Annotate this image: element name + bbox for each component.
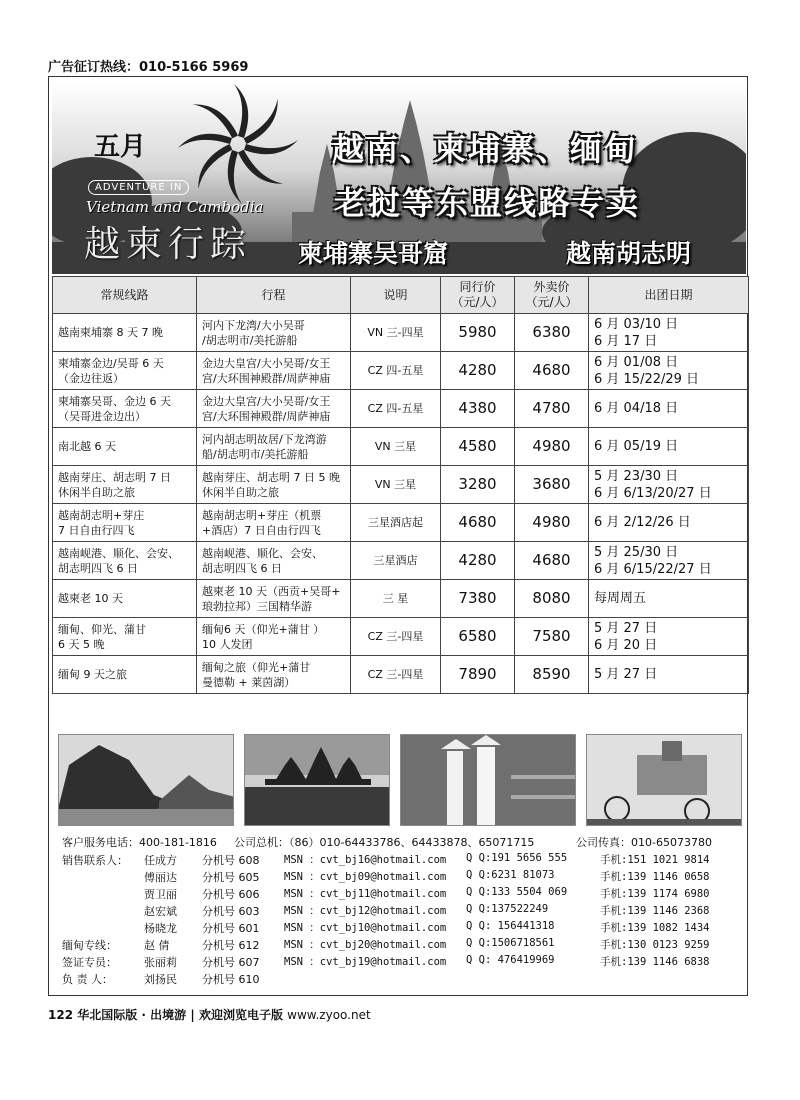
subtitle-angkor: 柬埔寨吴哥窟 — [298, 239, 449, 268]
contact-name: 傅丽达 — [144, 871, 177, 884]
contact-msn: MSN ：cvt_bj12@hotmail.com — [284, 905, 447, 917]
script-subtitle: Vietnam and Cambodia — [86, 198, 264, 216]
page-footer — [48, 1006, 371, 1023]
note-cell: VN 三星 — [351, 428, 441, 466]
itinerary-cell: 越南胡志明+芽庄（机票 +酒店）7 日自由行四飞 — [197, 504, 351, 542]
route-cell: 缅甸 9 天之旅 — [53, 656, 197, 694]
page-number: 122 — [48, 1008, 74, 1022]
banner — [52, 82, 746, 274]
note-cell: VN 三-四星 — [351, 314, 441, 352]
retail-price-cell: 7580 — [515, 618, 589, 656]
contact-name: 任成方 — [144, 854, 177, 867]
contact-qq: Q Q: 156441318 — [466, 920, 555, 932]
contact-qq: Q Q: 476419969 — [466, 954, 555, 966]
note-cell: CZ 四-五星 — [351, 352, 441, 390]
contact-msn: MSN ：cvt_bj16@hotmail.com — [284, 854, 447, 866]
dates-cell: 5 月 27 日 — [589, 656, 749, 694]
table-row — [53, 466, 749, 504]
contact-name: 刘扬民 — [144, 973, 177, 986]
contact-qq: Q Q:137522249 — [466, 903, 549, 915]
route-cell: 缅甸、仰光、蒲甘 6 天 5 晚 — [53, 618, 197, 656]
peer-price-cell: 7890 — [441, 656, 515, 694]
contact-msn: MSN ：cvt_bj11@hotmail.com — [284, 888, 447, 900]
contact-qq: Q Q:133 5504 069 — [466, 886, 568, 898]
dates-cell: 每周周五 — [589, 580, 749, 618]
footer-separator: | — [190, 1008, 195, 1022]
ad-hotline: 广告征订热线：010-5166 5969 — [48, 60, 249, 75]
retail-price-cell: 8590 — [515, 656, 589, 694]
note-cell: CZ 四-五星 — [351, 390, 441, 428]
table-row — [53, 580, 749, 618]
dates-cell: 6 月 03/10 日 6 月 17 日 — [589, 314, 749, 352]
peer-price-cell: 3280 — [441, 466, 515, 504]
contact-ext: 分机号 607 — [202, 956, 260, 969]
contact-ext: 分机号 612 — [202, 939, 260, 952]
retail-price-cell: 4680 — [515, 352, 589, 390]
retail-price-cell: 4680 — [515, 542, 589, 580]
contact-role: 签证专员： — [62, 956, 117, 969]
peer-price-cell: 4280 — [441, 542, 515, 580]
route-cell: 越南胡志明+芽庄 7 日自由行四飞 — [53, 504, 197, 542]
itinerary-cell: 缅甸之旅（仰光+蒲甘 曼德勒 + 莱茵湖） — [197, 656, 351, 694]
dates-cell: 5 月 25/30 日 6 月 6/15/22/27 日 — [589, 542, 749, 580]
dates-cell: 6 月 2/12/26 日 — [589, 504, 749, 542]
contact-mobile: 手机:139 1082 1434 — [600, 922, 710, 934]
col-header: 出团日期 — [589, 277, 749, 314]
note-cell: 三星酒店 — [351, 542, 441, 580]
route-cell: 越南岘港、顺化、会安、 胡志明四飞 6 日 — [53, 542, 197, 580]
contact-ext: 分机号 610 — [202, 973, 260, 986]
service-phone: 客户服务电话：400-181-1816 — [62, 836, 217, 849]
table-row — [53, 352, 749, 390]
contact-qq: Q Q:6231 81073 — [466, 869, 555, 881]
photo-ao-dai-women — [400, 734, 576, 826]
route-cell: 越柬老 10 天 — [53, 580, 197, 618]
table-row — [53, 656, 749, 694]
dates-cell: 6 月 05/19 日 — [589, 428, 749, 466]
contact-mobile: 手机:130 0123 9259 — [600, 939, 710, 951]
table-row — [53, 428, 749, 466]
itinerary-cell: 河内胡志明故居/下龙湾游 船/胡志明市/美托游船 — [197, 428, 351, 466]
contact-name: 贾卫丽 — [144, 888, 177, 901]
dates-cell: 6 月 01/08 日 6 月 15/22/29 日 — [589, 352, 749, 390]
contact-name: 张丽莉 — [144, 956, 177, 969]
table-header-row — [53, 277, 749, 314]
adventure-tag: ADVENTURE IN — [88, 180, 189, 195]
route-cell: 越南柬埔寨 8 天 7 晚 — [53, 314, 197, 352]
dates-cell: 5 月 23/30 日 6 月 6/13/20/27 日 — [589, 466, 749, 504]
dates-cell: 6 月 04/18 日 — [589, 390, 749, 428]
table-row — [53, 314, 749, 352]
note-cell: VN 三星 — [351, 466, 441, 504]
itinerary-cell: 金边大皇宫/大小吴哥/女王 宫/大环围神殿群/周萨神庙 — [197, 352, 351, 390]
contact-qq: Q Q:191 5656 555 — [466, 852, 568, 864]
peer-price-cell: 4280 — [441, 352, 515, 390]
note-cell: 三 星 — [351, 580, 441, 618]
contact-ext: 分机号 608 — [202, 854, 260, 867]
contact-mobile: 手机:139 1146 0658 — [600, 871, 710, 883]
retail-price-cell: 3680 — [515, 466, 589, 504]
note-cell: CZ 三-四星 — [351, 618, 441, 656]
route-table — [52, 276, 749, 694]
itinerary-cell: 越南芽庄、胡志明 7 日 5 晚 休闲半自助之旅 — [197, 466, 351, 504]
photo-angkor-wat — [244, 734, 390, 826]
brand-name: 越柬行踪 — [84, 224, 253, 265]
itinerary-cell: 河内下龙湾/大小吴哥 /胡志明市/美托游船 — [197, 314, 351, 352]
itinerary-cell: 越柬老 10 天（西贡+吴哥+ 琅勃拉邦）三国精华游 — [197, 580, 351, 618]
banner-title-line2: 老挝等东盟线路专卖 — [334, 184, 641, 222]
contact-qq: Q Q:1506718561 — [466, 937, 555, 949]
retail-price-cell: 8080 — [515, 580, 589, 618]
retail-price-cell: 4980 — [515, 428, 589, 466]
contact-role: 销售联系人： — [62, 854, 128, 867]
contact-name: 杨晓龙 — [144, 922, 177, 935]
website-link[interactable]: www.zyoo.net — [287, 1008, 371, 1022]
note-cell: CZ 三-四星 — [351, 656, 441, 694]
peer-price-cell: 4680 — [441, 504, 515, 542]
itinerary-cell: 缅甸6 天（仰光+蒲甘 ） 10 人发团 — [197, 618, 351, 656]
col-header: 常规线路 — [53, 277, 197, 314]
col-header: 行程 — [197, 277, 351, 314]
contact-mobile: 手机:151 1021 9814 — [600, 854, 710, 866]
itinerary-cell: 越南岘港、顺化、会安、 胡志明四飞 6 日 — [197, 542, 351, 580]
photo-saigon-cyclo — [586, 734, 742, 826]
publication-name: 华北国际版 · 出境游 — [77, 1008, 187, 1022]
banner-title-line1: 越南、柬埔寨、缅甸 — [332, 130, 639, 168]
subtitle-hochiminh: 越南胡志明 — [566, 239, 692, 268]
contact-msn: MSN ：cvt_bj09@hotmail.com — [284, 871, 447, 883]
photo-halong-bay — [58, 734, 234, 826]
route-cell: 越南芽庄、胡志明 7 日 休闲半自助之旅 — [53, 466, 197, 504]
col-header: 同行价 （元/人） — [441, 277, 515, 314]
route-cell: 柬埔寨金边/吴哥 6 天 （金边往返） — [53, 352, 197, 390]
col-header: 外卖价 （元/人） — [515, 277, 589, 314]
table-row — [53, 504, 749, 542]
dates-cell: 5 月 27 日 6 月 20 日 — [589, 618, 749, 656]
peer-price-cell: 7380 — [441, 580, 515, 618]
route-cell: 柬埔寨吴哥、金边 6 天 （吴哥进金边出） — [53, 390, 197, 428]
month-label: 五月 — [94, 132, 147, 162]
contact-mobile: 手机:139 1146 6838 — [600, 956, 710, 968]
contact-name: 赵 倩 — [144, 939, 170, 952]
fax-number: 公司传真：010-65073780 — [576, 836, 712, 849]
peer-price-cell: 5980 — [441, 314, 515, 352]
contact-msn: MSN ：cvt_bj19@hotmail.com — [284, 956, 447, 968]
contact-msn: MSN ：cvt_bj10@hotmail.com — [284, 922, 447, 934]
contact-role: 负 责 人： — [62, 973, 113, 986]
retail-price-cell: 4780 — [515, 390, 589, 428]
contact-ext: 分机号 603 — [202, 905, 260, 918]
peer-price-cell: 6580 — [441, 618, 515, 656]
itinerary-cell: 金边大皇宫/大小吴哥/女王 宫/大环围神殿群/周萨神庙 — [197, 390, 351, 428]
retail-price-cell: 6380 — [515, 314, 589, 352]
peer-price-cell: 4380 — [441, 390, 515, 428]
route-cell: 南北越 6 天 — [53, 428, 197, 466]
contact-mobile: 手机:139 1174 6980 — [600, 888, 710, 900]
table-row — [53, 618, 749, 656]
contact-name: 赵宏斌 — [144, 905, 177, 918]
contact-ext: 分机号 605 — [202, 871, 260, 884]
contact-ext: 分机号 606 — [202, 888, 260, 901]
col-header: 说明 — [351, 277, 441, 314]
contact-role: 缅甸专线： — [62, 939, 117, 952]
contact-mobile: 手机:139 1146 2368 — [600, 905, 710, 917]
footer-slogan: 欢迎浏览电子版 — [198, 1008, 283, 1022]
table-row — [53, 542, 749, 580]
table-row — [53, 390, 749, 428]
hq-phone: 公司总机：（86）010-64433786、64433878、65071715 — [234, 836, 535, 849]
contact-ext: 分机号 601 — [202, 922, 260, 935]
peer-price-cell: 4580 — [441, 428, 515, 466]
retail-price-cell: 4980 — [515, 504, 589, 542]
note-cell: 三星酒店起 — [351, 504, 441, 542]
contact-msn: MSN ：cvt_bj20@hotmail.com — [284, 939, 447, 951]
